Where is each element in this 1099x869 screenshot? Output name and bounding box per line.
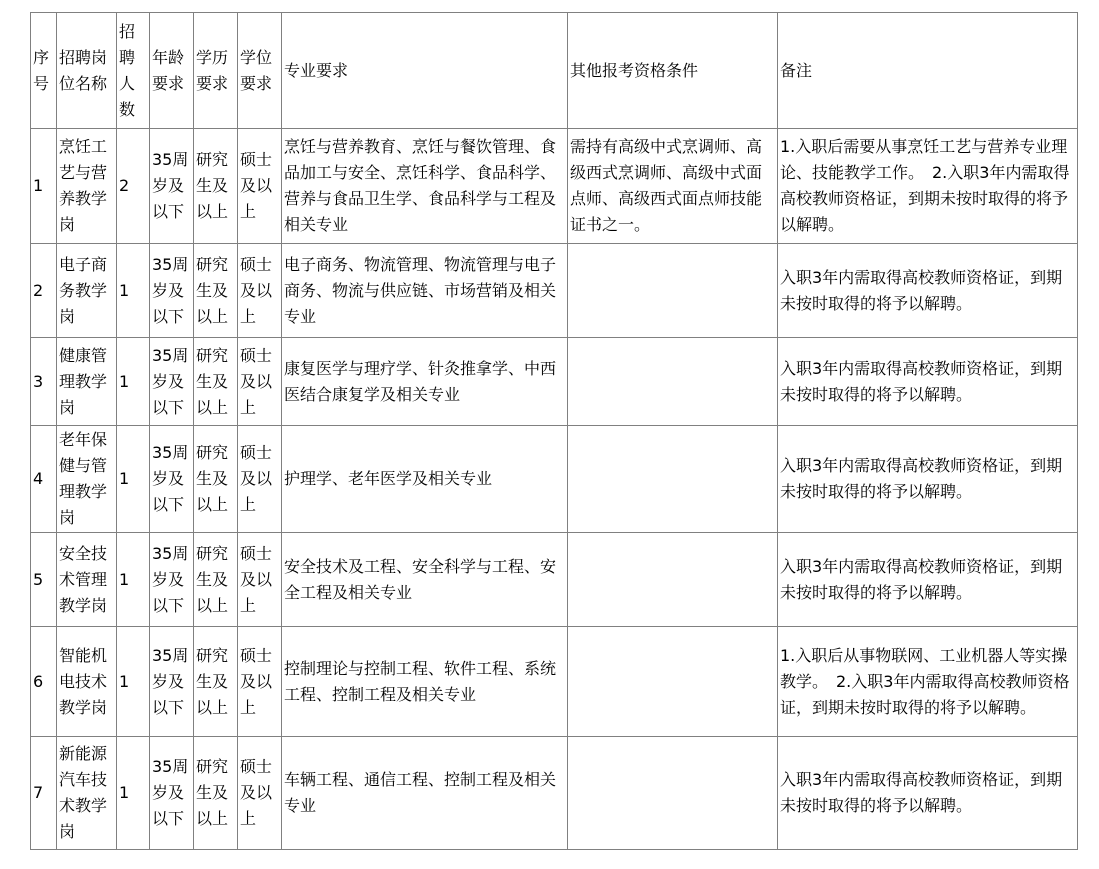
cell-remark: 入职3年内需取得高校教师资格证，到期未按时取得的将予以解聘。 <box>778 426 1078 533</box>
cell-count: 1 <box>117 338 150 426</box>
cell-seq: 4 <box>31 426 57 533</box>
cell-major: 康复医学与理疗学、针灸推拿学、中西医结合康复学及相关专业 <box>282 338 568 426</box>
cell-major: 安全技术及工程、安全科学与工程、安全工程及相关专业 <box>282 533 568 627</box>
cell-age: 35周岁及以下 <box>150 129 194 244</box>
table-row <box>31 244 1078 338</box>
cell-remark: 入职3年内需取得高校教师资格证，到期未按时取得的将予以解聘。 <box>778 533 1078 627</box>
header-row <box>31 13 1078 129</box>
cell-count: 1 <box>117 737 150 850</box>
table-row <box>31 737 1078 850</box>
cell-degree: 硕士及以上 <box>238 737 282 850</box>
cell-degree: 硕士及以上 <box>238 338 282 426</box>
col-header-count: 招聘人数 <box>117 13 150 129</box>
cell-remark: 1.入职后从事物联网、工业机器人等实操教学。 2.入职3年内需取得高校教师资格证，到期未按时取得的将予以解聘。 <box>778 627 1078 737</box>
cell-remark: 入职3年内需取得高校教师资格证，到期未按时取得的将予以解聘。 <box>778 244 1078 338</box>
cell-age: 35周岁及以下 <box>150 426 194 533</box>
cell-position: 老年保健与管理教学岗 <box>57 426 117 533</box>
table-row <box>31 338 1078 426</box>
cell-other: 需持有高级中式烹调师、高级西式烹调师、高级中式面点师、高级西式面点师技能证书之一。 <box>568 129 778 244</box>
cell-education: 研究生及以上 <box>194 244 238 338</box>
cell-seq: 1 <box>31 129 57 244</box>
col-header-major: 专业要求 <box>282 13 568 129</box>
cell-major: 护理学、老年医学及相关专业 <box>282 426 568 533</box>
cell-degree: 硕士及以上 <box>238 244 282 338</box>
col-header-position: 招聘岗位名称 <box>57 13 117 129</box>
cell-count: 2 <box>117 129 150 244</box>
cell-other <box>568 338 778 426</box>
cell-count: 1 <box>117 533 150 627</box>
cell-seq: 3 <box>31 338 57 426</box>
col-header-other: 其他报考资格条件 <box>568 13 778 129</box>
cell-age: 35周岁及以下 <box>150 244 194 338</box>
cell-major: 控制理论与控制工程、软件工程、系统工程、控制工程及相关专业 <box>282 627 568 737</box>
table-row <box>31 627 1078 737</box>
cell-position: 健康管理教学岗 <box>57 338 117 426</box>
cell-age: 35周岁及以下 <box>150 737 194 850</box>
recruitment-table <box>30 12 1078 850</box>
cell-count: 1 <box>117 627 150 737</box>
cell-age: 35周岁及以下 <box>150 338 194 426</box>
table-row <box>31 533 1078 627</box>
cell-degree: 硕士及以上 <box>238 627 282 737</box>
col-header-degree: 学位要求 <box>238 13 282 129</box>
cell-seq: 7 <box>31 737 57 850</box>
cell-remark: 入职3年内需取得高校教师资格证，到期未按时取得的将予以解聘。 <box>778 338 1078 426</box>
cell-position: 新能源汽车技术教学岗 <box>57 737 117 850</box>
cell-degree: 硕士及以上 <box>238 533 282 627</box>
table-row <box>31 426 1078 533</box>
cell-education: 研究生及以上 <box>194 533 238 627</box>
cell-seq: 6 <box>31 627 57 737</box>
cell-age: 35周岁及以下 <box>150 533 194 627</box>
cell-position: 智能机电技术教学岗 <box>57 627 117 737</box>
cell-education: 研究生及以上 <box>194 338 238 426</box>
cell-other <box>568 533 778 627</box>
cell-other <box>568 244 778 338</box>
cell-count: 1 <box>117 244 150 338</box>
cell-education: 研究生及以上 <box>194 426 238 533</box>
cell-position: 电子商务教学岗 <box>57 244 117 338</box>
table-row <box>31 129 1078 244</box>
cell-other <box>568 737 778 850</box>
cell-education: 研究生及以上 <box>194 129 238 244</box>
cell-major: 电子商务、物流管理、物流管理与电子商务、物流与供应链、市场营销及相关专业 <box>282 244 568 338</box>
col-header-education: 学历要求 <box>194 13 238 129</box>
cell-education: 研究生及以上 <box>194 737 238 850</box>
cell-count: 1 <box>117 426 150 533</box>
cell-major: 车辆工程、通信工程、控制工程及相关专业 <box>282 737 568 850</box>
cell-other <box>568 426 778 533</box>
cell-other <box>568 627 778 737</box>
cell-seq: 2 <box>31 244 57 338</box>
cell-seq: 5 <box>31 533 57 627</box>
cell-education: 研究生及以上 <box>194 627 238 737</box>
cell-major: 烹饪与营养教育、烹饪与餐饮管理、食品加工与安全、烹饪科学、食品科学、营养与食品卫生学、食品科学与工程及相关专业 <box>282 129 568 244</box>
cell-age: 35周岁及以下 <box>150 627 194 737</box>
col-header-seq: 序号 <box>31 13 57 129</box>
cell-degree: 硕士及以上 <box>238 426 282 533</box>
cell-position: 安全技术管理教学岗 <box>57 533 117 627</box>
cell-remark: 1.入职后需要从事烹饪工艺与营养专业理论、技能教学工作。 2.入职3年内需取得高校教师资格证，到期未按时取得的将予以解聘。 <box>778 129 1078 244</box>
cell-remark: 入职3年内需取得高校教师资格证，到期未按时取得的将予以解聘。 <box>778 737 1078 850</box>
cell-degree: 硕士及以上 <box>238 129 282 244</box>
col-header-remark: 备注 <box>778 13 1078 129</box>
cell-position: 烹饪工艺与营养教学岗 <box>57 129 117 244</box>
col-header-age: 年龄要求 <box>150 13 194 129</box>
